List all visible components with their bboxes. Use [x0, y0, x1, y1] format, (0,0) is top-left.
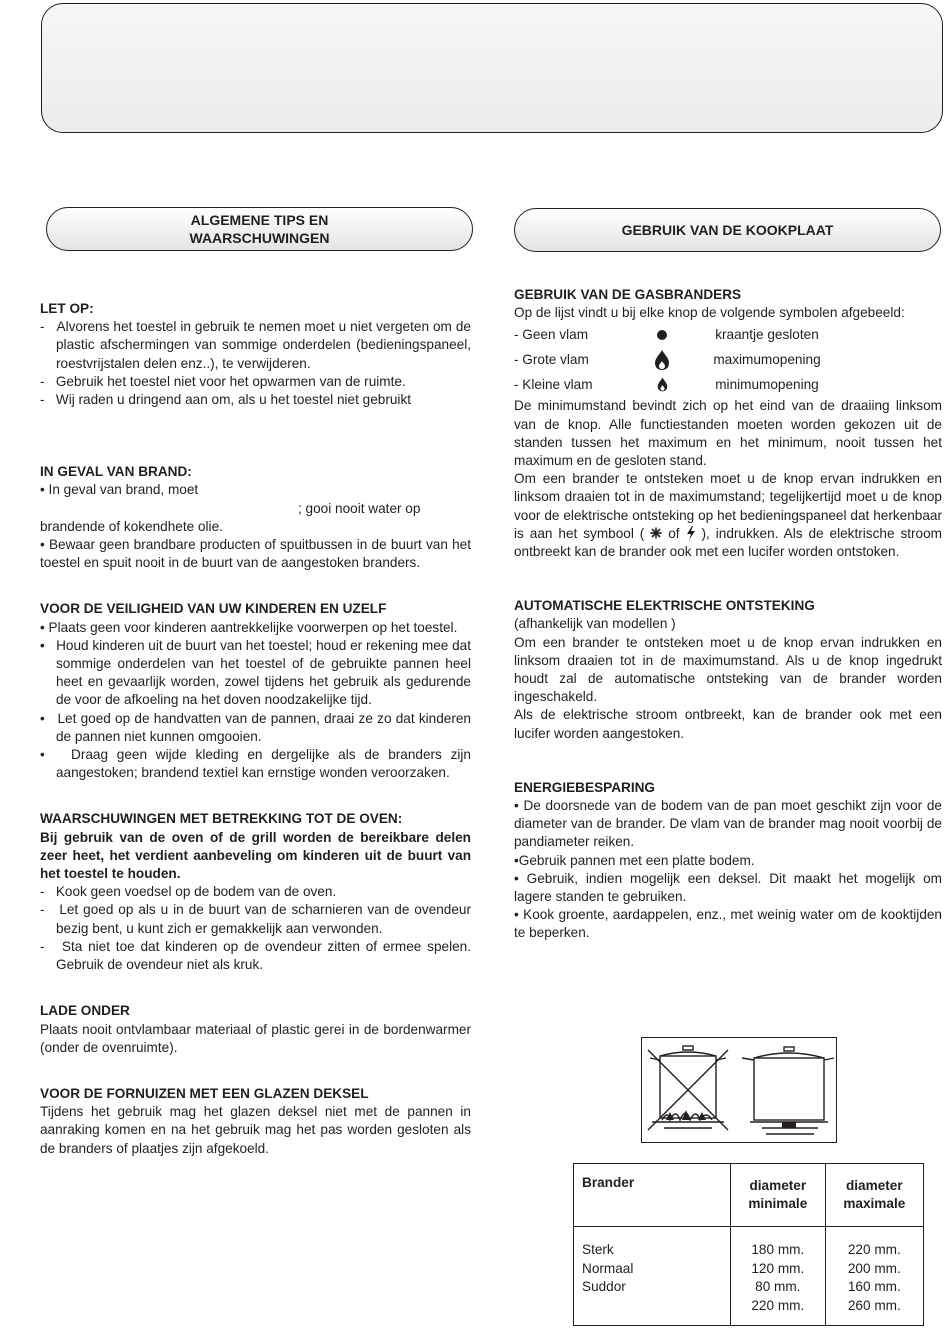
pan-size-illustration	[641, 1037, 837, 1143]
symbol-row	[514, 347, 942, 372]
table-cell: 260 mm.	[825, 1297, 923, 1326]
burner-diameter-table	[573, 1163, 924, 1326]
let-op-item-text: Gebruik het toestel niet voor het opwarmen van de ruimte.	[55, 373, 406, 389]
symbol-text: kraantje gesloten	[715, 326, 819, 342]
table-cell: 120 mm.	[731, 1260, 826, 1279]
auto-title: AUTOMATISCHE ELEKTRISCHE ONTSTEKING	[514, 598, 815, 614]
table-cell: Normaal	[574, 1260, 731, 1279]
energie-title: ENERGIEBESPARING	[514, 779, 655, 795]
symbol-row	[514, 372, 942, 397]
brand-line: brandende of kokendhete olie.	[40, 518, 223, 534]
oven-item: - Sta niet toe dat kinderen op de ovendeur zitten of ermee spelen. Gebruik de ovendeur niet als kruk.	[40, 938, 471, 973]
oven-warning: Bij gebruik van de oven of de grill worden de bereikbare delen zeer heet, het verdient aanbeveling om kinderen uit de buurt van het toestel te houden.	[40, 829, 471, 882]
gas-title: GEBRUIK VAN DE GASBRANDERS	[514, 287, 742, 302]
brand-paragraph: • Bewaar geen brandbare producten of spuitbussen in de buurt van het toestel en spuit nooit in de buurt van de aangestoken branders.	[40, 537, 471, 571]
brand-line: ; gooi nooit water op	[298, 500, 421, 516]
table-cell: 180 mm.	[731, 1227, 826, 1260]
symbol-label: - Geen vlam	[514, 326, 589, 342]
gas-text: ), indrukken. Als de elektrische stroom ontbreekt kan de brander ook met een lucifer worden ontstoken.	[514, 525, 943, 560]
energie-item: • De doorsnede van de bodem van de pan moet geschikt zijn voor de diameter van de brander. De vlam van de brander mag nooit voorbij de pandiameter reiken.	[514, 798, 942, 850]
glazen-paragraph: Tijdens het gebruik mag het glazen deksel niet met de pannen in aanraking komen en na het gebruik mag het pas worden gesloten als de branders of plaatjes zijn afgekoeld.	[40, 1104, 471, 1156]
small-flame-icon	[632, 377, 692, 392]
let-op-item-text: Wij raden u dringend aan om, als u het toestel niet gebruikt	[55, 392, 412, 408]
kinderen-item: • Draag geen wijde kleding en dergelijke als de branders zijn aangestoken; brandend textiel kan ernstige wonden veroorzaken.	[40, 747, 471, 781]
table-cell: 220 mm.	[825, 1227, 923, 1260]
left-section-header	[46, 207, 473, 251]
top-blank-panel	[41, 3, 943, 133]
spark-icon	[650, 527, 662, 539]
energie-item: • Kook groente, aardappelen, enz., met weinig water om de kooktijden te beperken.	[514, 907, 942, 941]
right-section-header	[514, 208, 941, 252]
let-op-item: - Alvorens het toestel in gebruik te nemen moet u niet vergeten om de plastic afschermingen van sommige onderdelen (bedieningspaneel, roestvrijstalen delen enz..), te verwijderen.	[40, 319, 471, 371]
gas-text: of	[668, 525, 680, 541]
brand-title: IN GEVAL VAN BRAND:	[40, 464, 192, 480]
left-section-header-text: ALGEMENE TIPS EN WAARSCHUWINGEN	[189, 212, 330, 246]
table-header: diameter minimale	[731, 1164, 826, 1227]
table-cell: 80 mm.	[731, 1278, 826, 1297]
energie-item: •Gebruik pannen met een platte bodem.	[514, 852, 755, 868]
let-op-item: - Gebruik het toestel niet voor het opwarmen van de ruimte.	[40, 373, 406, 389]
kinderen-item-text: Houd kinderen uit de buurt van het toestel; houd er rekening mee dat sommige onderdelen van het toestel of de gebruikte pannen heel heet en gevaarlijk worden, zowel tijdens het gebruik als gedurende de voor de afkoeling na het doven noodzakelijke tijd.	[56, 637, 471, 708]
symbol-text: minimumopening	[715, 376, 819, 392]
oven-title: WAARSCHUWINGEN MET BETREKKING TOT DE OVEN:	[40, 811, 403, 827]
gas-intro: Op de lijst vindt u bij elke knop de volgende symbolen afgebeeld:	[514, 305, 905, 321]
oven-item-text: Kook geen voedsel op de bodem van de oven.	[55, 884, 337, 900]
symbol-label: - Grote vlam	[514, 351, 589, 367]
large-flame-icon	[632, 349, 692, 371]
energie-item: • Gebruik, indien mogelijk een deksel. Dit maakt het mogelijk om lagere standen te gebruiken.	[514, 870, 942, 905]
symbol-text: maximumopening	[713, 351, 821, 367]
lade-title: LADE ONDER	[40, 1003, 130, 1019]
table-row	[574, 1297, 924, 1326]
kinderen-item: • Let goed op de handvatten van de pannen, draai ze zo dat kinderen de pannen niet kunnen omgooien.	[40, 710, 471, 744]
table-cell: 220 mm.	[731, 1297, 826, 1326]
kinderen-item-text: Let goed op de handvatten van de pannen, draai ze zo dat kinderen de pannen niet kunnen omgooien.	[56, 710, 471, 744]
table-row	[574, 1227, 924, 1260]
let-op-item-text: Alvorens het toestel in gebruik te nemen moet u niet vergeten om de plastic afschermingen van sommige onderdelen (bedieningspaneel, roestvrijstalen delen enz..), te verwijderen.	[56, 319, 471, 371]
gas-paragraph-ignition	[514, 470, 942, 561]
auto-paragraph: Als de elektrische stroom ontbreekt, kan de brander ook met een lucifer worden aangestoken.	[514, 707, 942, 741]
table-row	[574, 1260, 924, 1279]
gas-text: Om een brander te ontsteken moet u de knop ervan indrukken en linksom draaien tot in de maximumstand; tegelijkertijd moet u de knop voor de elektrische ontsteking op het bedieningspaneel dat herkenbaar is aan het symbool (	[514, 471, 942, 541]
glazen-title: VOOR DE FORNUIZEN MET EEN GLAZEN DEKSEL	[40, 1085, 369, 1101]
table-cell	[574, 1297, 731, 1326]
table-cell: Sterk	[574, 1227, 731, 1260]
kinderen-item: • Houd kinderen uit de buurt van het toestel; houd er rekening mee dat sommige onderdelen van het toestel of de gebruikte pannen heel heet en gevaarlijk worden, zowel tijdens het gebruik als gedurende de voor de afkoeling na het doven noodzakelijke tijd.	[40, 637, 471, 708]
kinderen-title: VOOR DE VEILIGHEID VAN UW KINDEREN EN UZELF	[40, 601, 387, 617]
kinderen-item-text: Draag geen wijde kleding en dergelijke als de branders zijn aangestoken; brandend textiel kan ernstige wonden veroorzaken.	[56, 747, 471, 781]
let-op-title: LET OP:	[40, 301, 94, 316]
symbol-row	[514, 322, 942, 347]
oven-item-text: Let goed op als u in de buurt van de scharnieren van de ovendeur bezig bent, u kunt zich er gemakkelijk aan verwonden.	[56, 902, 471, 936]
table-header: diameter maximale	[825, 1164, 923, 1227]
oven-item: - Let goed op als u in de buurt van de scharnieren van de ovendeur bezig bent, u kunt zich er gemakkelijk aan verwonden.	[40, 902, 471, 936]
lightning-icon	[686, 526, 696, 540]
table-cell: Suddor	[574, 1278, 731, 1297]
kinderen-paragraph: • Plaats geen voor kinderen aantrekkelijke voorwerpen op het toestel.	[40, 619, 458, 635]
table-cell: 200 mm.	[825, 1260, 923, 1279]
lade-paragraph: Plaats nooit ontvlambaar materiaal of plastic gerei in de bordenwarmer (onder de ovenruimte).	[40, 1021, 471, 1055]
symbol-label: - Kleine vlam	[514, 376, 593, 392]
auto-subtitle: (afhankelijk van modellen )	[514, 616, 676, 632]
right-section-header-text: GEBRUIK VAN DE KOOKPLAAT	[621, 222, 834, 238]
left-column	[40, 300, 471, 1158]
table-row	[574, 1278, 924, 1297]
dot-icon	[632, 329, 692, 341]
gas-paragraph: De minimumstand bevindt zich op het eind van de draaiing linksom van de knop. Alle functiestanden moeten worden gekozen uit de standen tussen het maximum en het minimum, nooit tussen het maximum en de gesloten stand.	[514, 398, 942, 469]
oven-item-text: Sta niet toe dat kinderen op de ovendeur zitten of ermee spelen. Gebruik de ovendeur niet als kruk.	[56, 938, 471, 973]
brand-line: • In geval van brand, moet	[40, 482, 199, 498]
right-column	[514, 286, 942, 943]
table-header: Brander	[574, 1164, 731, 1227]
table-cell: 160 mm.	[825, 1278, 923, 1297]
oven-item: - Kook geen voedsel op de bodem van de oven.	[40, 884, 337, 900]
auto-paragraph: Om een brander te ontsteken moet u de knop ervan indrukken en linksom draaien tot in de maximumstand. Als u de knop ingedrukt houdt zal de automatische ontsteking van de brander worden ingeschakeld.	[514, 634, 942, 705]
let-op-item: - Wij raden u dringend aan om, als u het toestel niet gebruikt	[40, 392, 412, 408]
